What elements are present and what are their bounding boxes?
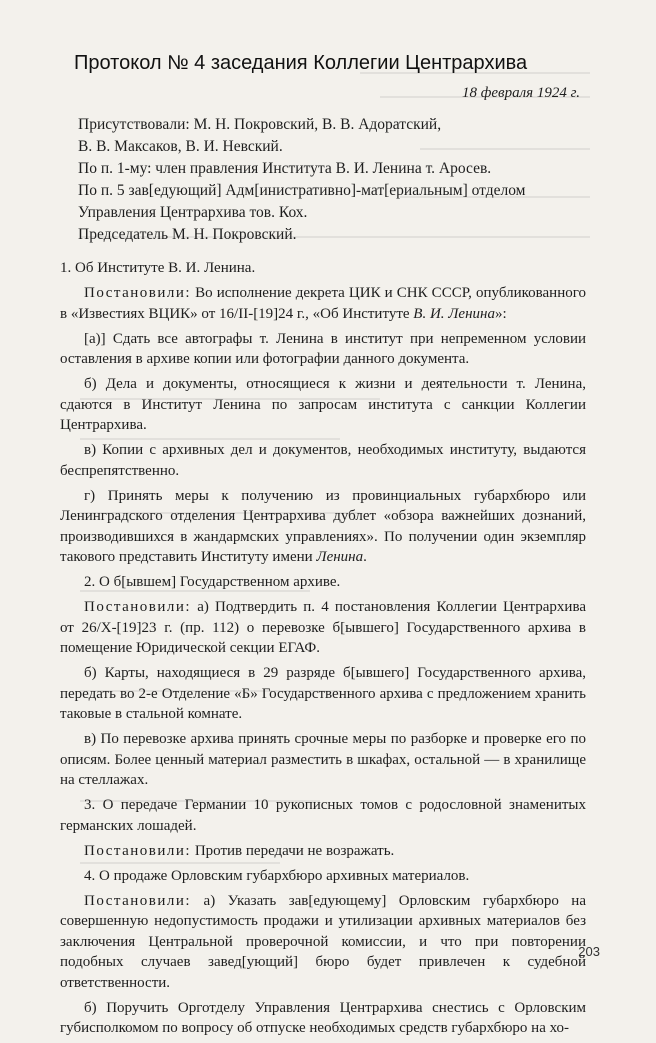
item-heading: 2. О б[ывшем] Государственном архиве. bbox=[84, 574, 341, 590]
protocol-date: 18 февраля 1924 г. bbox=[462, 85, 580, 101]
resolved-label: Постановили: bbox=[84, 599, 192, 615]
attendees-line: По п. 1-му: член правления Института В. И. Ленина т. Аросев. bbox=[78, 160, 492, 177]
attendees-line: Председатель М. Н. Покровский. bbox=[78, 226, 297, 243]
item-heading: 3. О передаче Германии 10 рукописных томов с родословной знаменитых германских лошадей. bbox=[60, 797, 586, 834]
protocol-body bbox=[60, 258, 586, 1043]
item-heading: 4. О продаже Орловским губархбюро архивных материалов. bbox=[84, 867, 470, 884]
resolution-point: в) По перевозке архива принять срочные меры по разборке и проверке его по описям. Более ценный материал разместить в шкафах, остальной — в хранилище на стеллажах. bbox=[60, 731, 586, 788]
protocol-title: Протокол № 4 заседания Коллегии Центрархива bbox=[74, 52, 528, 74]
resolution-point: [а)] Сдать все автографы т. Ленина в институт при непременном условии оставления в архиве копии или фотографии данного документа. bbox=[60, 330, 586, 367]
resolution-point: б) Карты, находящиеся в 29 разряде б[ывшего] Государственного архива, передать во 2-е Отделение «Б» Государственного архива с предложением хранить таковые в стальной комнате. bbox=[60, 665, 586, 722]
resolution-point: в) Копии с архивных дел и документов, необходимых институту, выдаются беспрепятственно. bbox=[60, 442, 586, 479]
resolution-paragraph: Постановили: Против передачи не возражать. bbox=[84, 842, 395, 859]
resolved-label: Постановили: bbox=[84, 285, 192, 301]
resolution-point: б) Поручить Орготделу Управления Центрархива снестись с Орловским губисполкомом по вопросу об отпуске необходимых средств губархбюро на хо- bbox=[60, 999, 586, 1036]
attendees-line: По п. 5 зав[едующий] Адм[инистративно]-мат[ериальным] отделом bbox=[78, 182, 526, 199]
resolution-paragraph: Постановили: а) Подтвердить п. 4 постановления Коллегии Центрархива от 26/X-[19]23 г. (пр. 112) о перевозке б[ывшего] Государственного архива в помещение Юридической секции ЕГАФ. bbox=[60, 599, 586, 656]
resolved-label: Постановили: bbox=[84, 892, 192, 909]
resolution-paragraph: Постановили: Во исполнение декрета ЦИК и СНК СССР, опубликованного в «Известиях ВЦИК» от 16/II-[19]24 г., «Об Институте В. И. Ленина»: bbox=[60, 285, 586, 322]
attendees-line: Управления Центрархива тов. Кох. bbox=[78, 204, 308, 221]
resolved-label: Постановили: bbox=[84, 842, 192, 859]
attendees-block bbox=[78, 114, 578, 246]
resolution-point: г) Принять меры к получению из провинциальных губархбюро или Ленинградского отделения Центрархива дублет «обзора важнейших дознаний, производившихся в жандармских управлениях». По получении один экземпляр такового представить Институту имени Ленина. bbox=[60, 487, 586, 565]
resolution-paragraph: Постановили: а) Указать зав[едующему] Орловским губархбюро на совершенную недопустимость продажи и утилизации архивных материалов без заключения Центральной проверочной комиссии, и что при повторении подобных случаев завед[ующий] бюро будет привлечен к судебной ответственности. bbox=[60, 892, 586, 991]
attendees-line: Присутствовали: М. Н. Покровский, В. В. Адоратский, bbox=[78, 116, 442, 133]
attendees-line: В. В. Максаков, В. И. Невский. bbox=[78, 138, 283, 155]
page-number: 203 bbox=[578, 944, 600, 959]
item-heading: 1. Об Институте В. И. Ленина. bbox=[60, 260, 256, 276]
resolution-point: б) Дела и документы, относящиеся к жизни и деятельности т. Ленина, сдаются в Институт Ленина по запросам института с санкции Коллегии Центрархива. bbox=[60, 376, 586, 433]
